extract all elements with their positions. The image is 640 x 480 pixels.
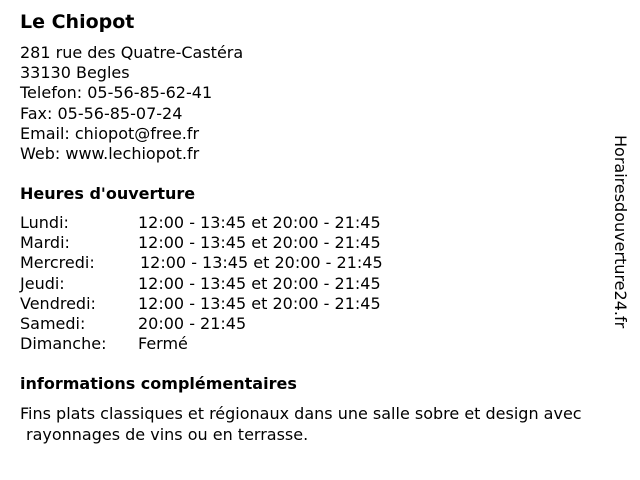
site-watermark: Horairesdouverture24.fr [611,135,630,329]
time-range: 12:00 - 13:45 et 20:00 - 21:45 [138,213,381,232]
additional-info-heading: informations complémentaires [20,374,297,393]
address-city: 33130 Begles [20,63,130,83]
time-range: 12:00 - 13:45 et 20:00 - 21:45 [138,273,381,293]
day-label: Samedi: [20,314,86,334]
time-range: 12:00 - 13:45 et 20:00 - 21:45 [140,253,383,273]
hours-row [20,314,383,334]
time-range: 12:00 - 13:45 et 20:00 - 21:45 [138,293,381,313]
hours-row [20,294,383,314]
opening-hours-table [20,213,383,354]
email-address: Email: chiopot@free.fr [20,123,200,143]
address-street: 281 rue des Quatre-Castéra [20,43,244,62]
day-label: Mercredi: [20,253,95,273]
day-label: Mardi: [20,233,70,253]
time-range: 12:00 - 13:45 et 20:00 - 21:45 [138,233,381,253]
website: Web: www.lechiopot.fr [20,144,200,164]
hours-row [20,274,383,294]
restaurant-description [20,404,635,445]
description-line: Fins plats classiques et régionaux dans une salle sobre et design avec [20,404,582,423]
fax-number: Fax: 05-56-85-07-24 [20,103,183,123]
hours-row [20,253,383,273]
phone-number: Telefon: 05-56-85-62-41 [20,83,213,103]
time-range: 20:00 - 21:45 [138,314,247,334]
day-label: Lundi: [20,213,69,232]
hours-row [20,334,383,354]
contact-block [20,43,243,164]
restaurant-name: Le Chiopot [20,11,135,33]
hours-row [20,233,383,253]
description-line: rayonnages de vins ou en terrasse. [26,424,309,444]
day-label: Jeudi: [20,273,65,293]
day-label: Vendredi: [20,293,96,313]
opening-hours-heading: Heures d'ouverture [20,184,196,203]
time-range: Fermé [138,334,188,354]
hours-row [20,213,383,233]
day-label: Dimanche: [20,334,107,354]
